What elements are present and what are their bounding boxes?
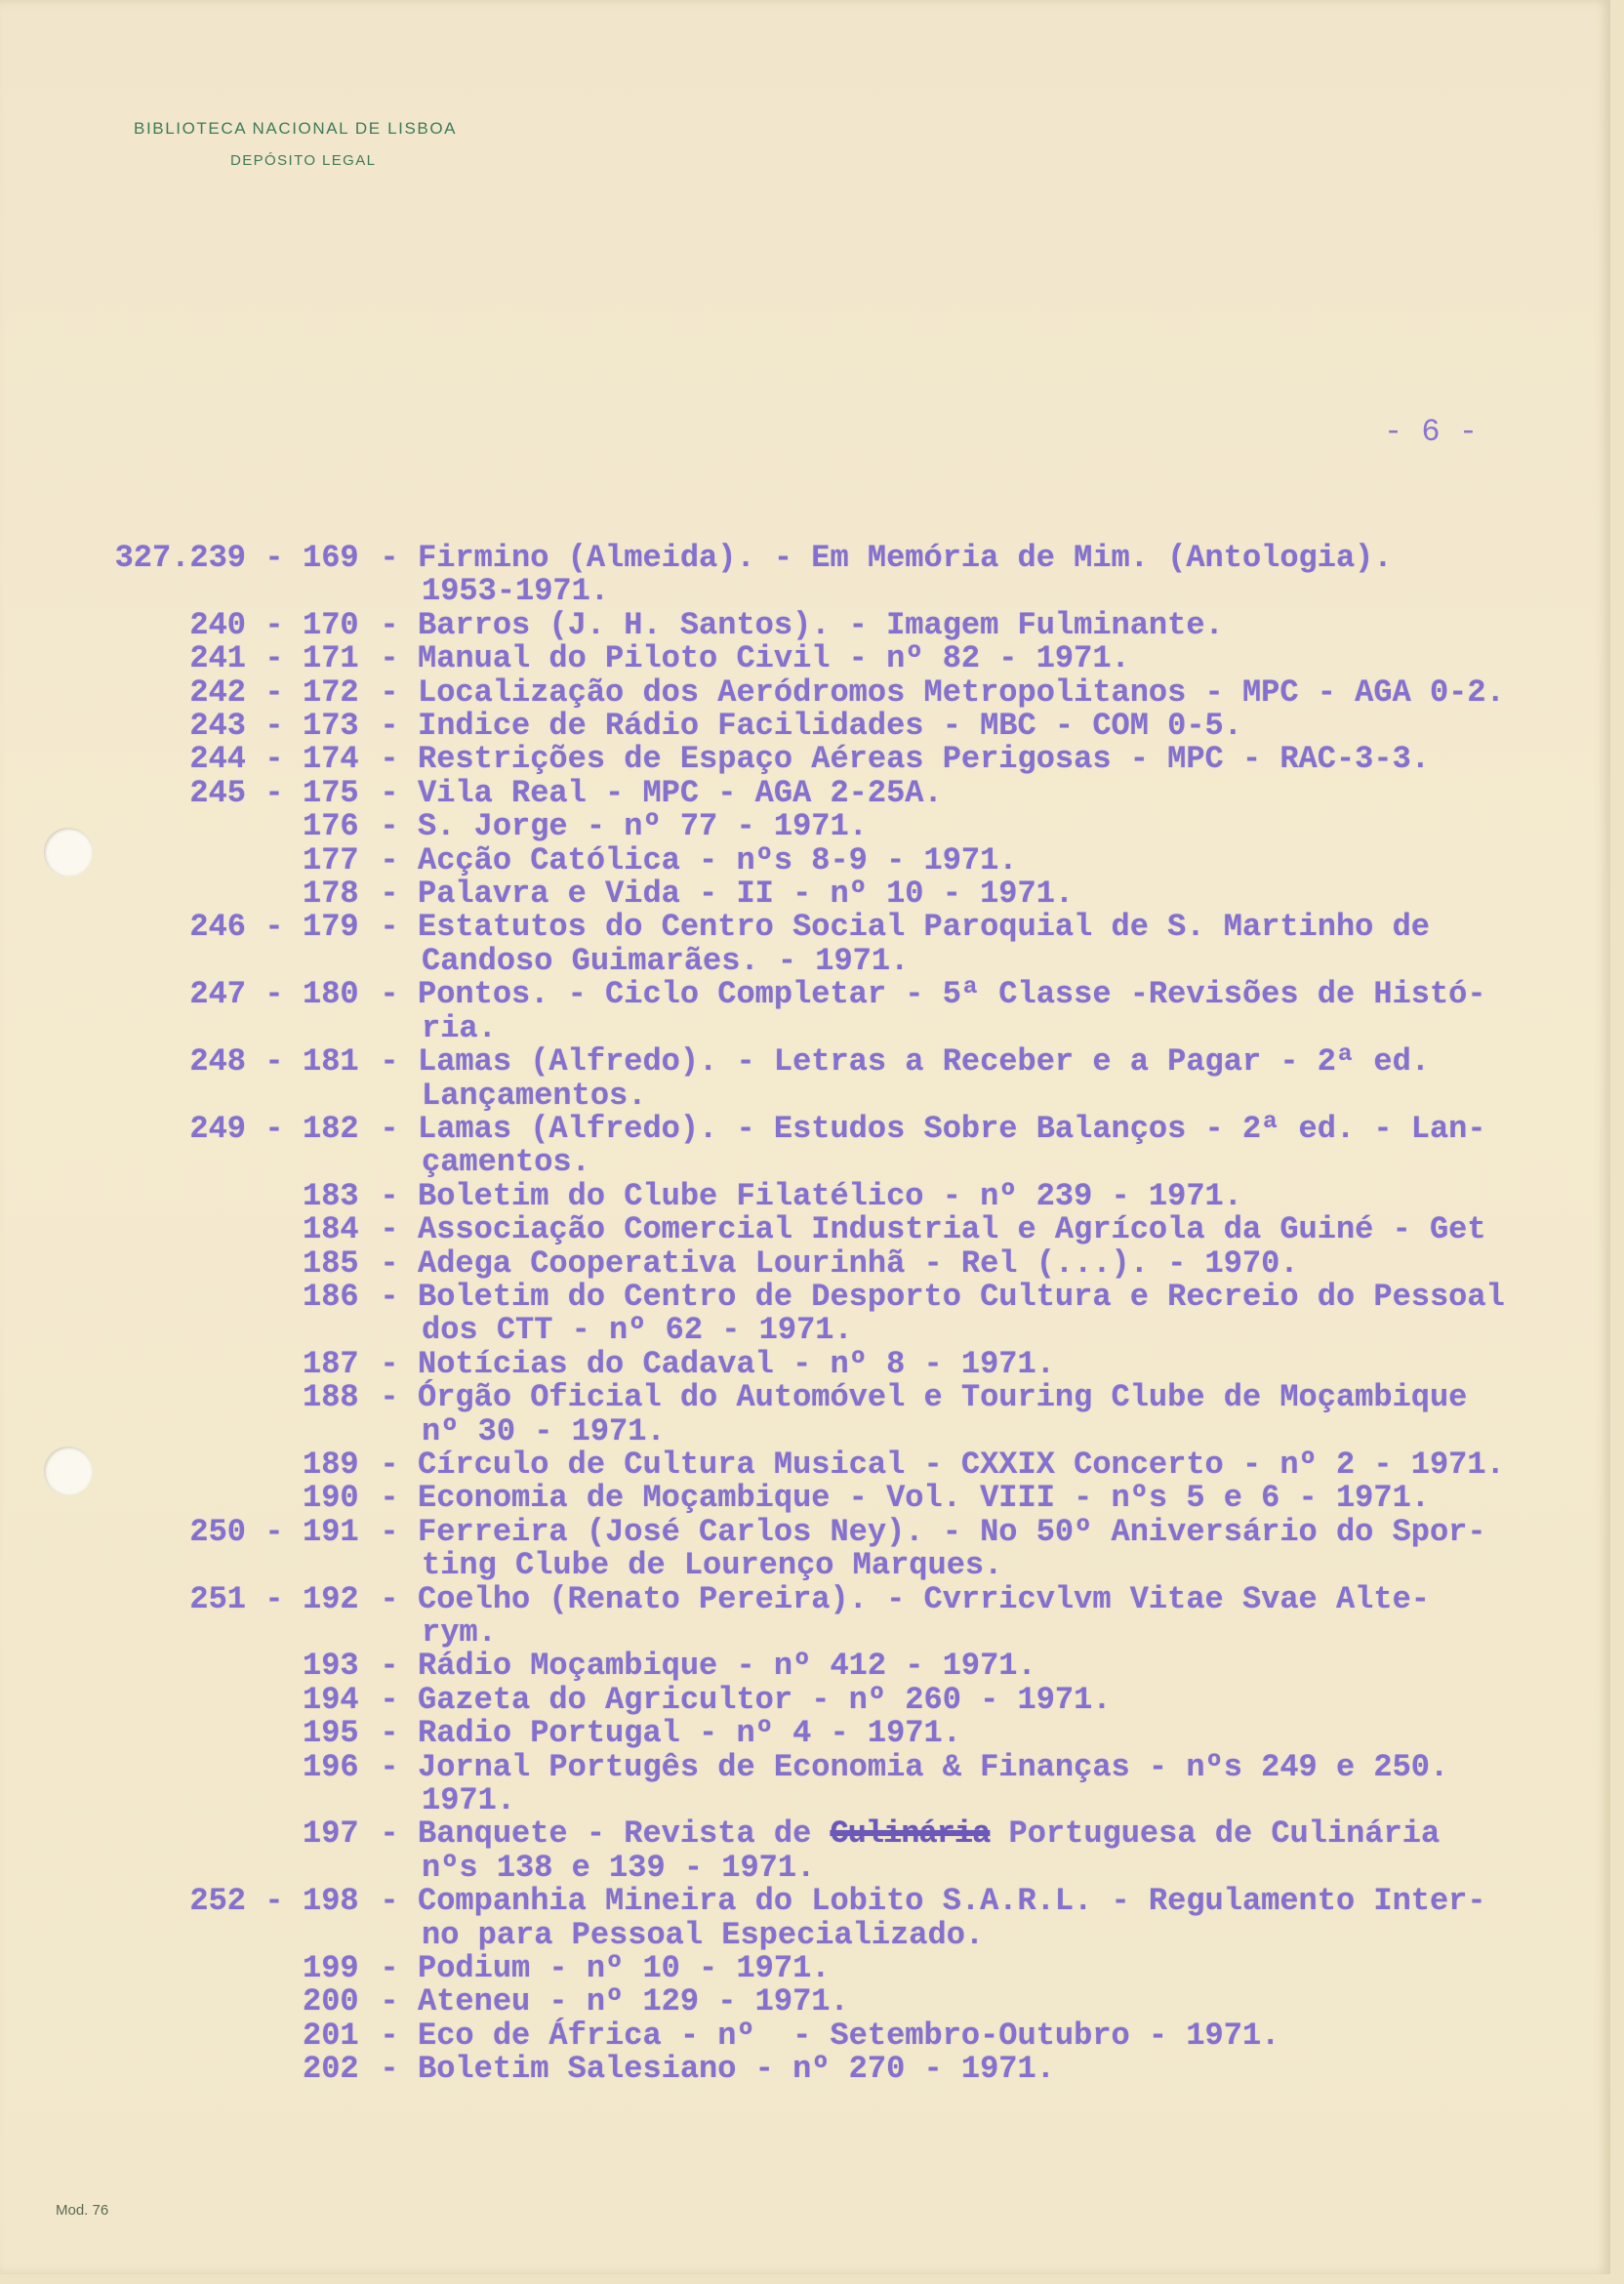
list-entry	[0, 774, 1505, 811]
list-entry	[0, 1213, 1505, 1246]
struck-out-word: Culinária	[830, 1815, 991, 1853]
separator-dash: -	[380, 673, 399, 711]
separator-dash: -	[380, 1446, 399, 1483]
entry-text: Estatutos do Centro Social Paroquial de S. Martinho de	[418, 909, 1430, 946]
separator-dash: -	[380, 876, 399, 913]
entry-text: Acção Católica - nºs 8-9 - 1971.	[418, 841, 1018, 878]
separator-dash	[246, 2053, 303, 2086]
entry-number: 181	[303, 1043, 359, 1081]
entry-continuation-line: 1953-1971.	[422, 573, 610, 610]
registration-number: 248	[189, 1043, 246, 1081]
entry-text: Adega Cooperativa Lourinhã - Rel (...). - 1970.	[418, 1244, 1299, 1282]
page-number: - 6 -	[1384, 414, 1479, 450]
entry-first-line	[0, 1681, 1505, 1718]
entry-text: Rádio Moçambique - nº 412 - 1971.	[418, 1648, 1036, 1685]
entry-number: 190	[303, 1480, 359, 1517]
registration-number	[0, 1650, 246, 1683]
registration-number: 246	[189, 909, 246, 946]
separator-dash: -	[380, 909, 399, 946]
list-entry	[0, 542, 1505, 609]
list-entry	[0, 1748, 1505, 1819]
entry-first-line	[0, 810, 1505, 843]
list-entry	[0, 1448, 1505, 1482]
separator-dash: -	[380, 540, 399, 576]
entry-number: 200	[303, 1983, 359, 2020]
entry-number: 195	[303, 1715, 359, 1752]
separator-dash: -	[380, 1480, 399, 1517]
list-entry	[0, 1580, 1505, 1651]
entry-first-line	[0, 1513, 1505, 1550]
separator-dash: -	[264, 606, 284, 643]
entry-number: 179	[303, 909, 359, 946]
registration-number	[0, 1348, 246, 1381]
registration-number: 252	[189, 1883, 246, 1920]
separator-dash: -	[380, 1883, 399, 1920]
entry-text-segment: Banquete - Revista de	[418, 1815, 831, 1853]
entry-text: Associação Comercial Industrial e Agrícola da Guiné - Get	[418, 1211, 1486, 1248]
entry-number: 201	[303, 2017, 359, 2054]
registration-number	[0, 1448, 246, 1482]
entry-number: 177	[303, 841, 359, 878]
entry-text: Radio Portugal - nº 4 - 1971.	[418, 1715, 961, 1752]
registration-number	[0, 1213, 246, 1246]
list-entry	[0, 841, 1505, 878]
entry-text: Boletim do Centro de Desporto Cultura e Recreio do Pessoal	[418, 1278, 1505, 1315]
entry-continuation-line: Lançamentos.	[422, 1077, 647, 1114]
entry-first-line	[0, 841, 1505, 878]
entry-first-line	[0, 710, 1505, 743]
entry-text: Pontos. - Ciclo Completar - 5ª Classe -Revisões de Histó-	[418, 976, 1486, 1013]
entry-text: Boletim do Clube Filatélico - nº 239 - 1971.	[418, 1177, 1242, 1214]
entry-continuation-line: rym.	[422, 1614, 497, 1651]
entry-first-line	[0, 2019, 1505, 2053]
separator-dash: -	[264, 774, 284, 811]
department-header: DEPÓSITO LEGAL	[230, 152, 377, 169]
entry-first-line	[0, 1213, 1505, 1246]
entry-first-line	[0, 1448, 1505, 1482]
separator-dash: -	[380, 741, 399, 778]
entry-text: Ferreira (José Carlos Ney). - No 50º Aniversário do Spor-	[418, 1513, 1486, 1550]
entry-first-line	[0, 1045, 1505, 1079]
separator-dash: -	[380, 1648, 399, 1685]
entry-first-line	[0, 542, 1505, 575]
separator-dash	[246, 810, 303, 843]
registration-number	[0, 1684, 246, 1717]
entry-continuation-line: ria.	[422, 1009, 497, 1046]
entry-number: 194	[303, 1681, 359, 1718]
entry-text: Notícias do Cadaval - nº 8 - 1971.	[418, 1345, 1055, 1382]
entry-number: 187	[303, 1345, 359, 1382]
entry-number: 196	[303, 1748, 359, 1785]
separator-dash: -	[380, 1983, 399, 2020]
entry-text: S. Jorge - nº 77 - 1971.	[418, 808, 868, 845]
list-entry	[0, 1381, 1505, 1448]
entry-first-line	[0, 911, 1505, 944]
separator-dash: -	[380, 841, 399, 878]
entry-first-line	[0, 877, 1505, 911]
list-entry	[0, 673, 1505, 711]
entry-first-line	[0, 673, 1505, 711]
entry-first-line	[0, 743, 1505, 776]
list-entry	[0, 1244, 1505, 1282]
separator-dash: -	[380, 1244, 399, 1282]
entry-number: 173	[303, 708, 359, 745]
entry-first-line	[0, 1650, 1505, 1683]
entry-text	[418, 1817, 1440, 1851]
separator-dash	[246, 1751, 303, 1784]
separator-dash: -	[264, 640, 284, 677]
separator-dash: -	[380, 1177, 399, 1214]
separator-dash	[246, 1381, 303, 1414]
registration-number	[0, 1381, 246, 1414]
entry-first-line	[0, 1748, 1505, 1785]
entry-text: Órgão Oficial do Automóvel e Touring Clube de Moçambique	[418, 1379, 1468, 1416]
entry-continuation-line: nº 30 - 1971.	[422, 1412, 666, 1449]
list-entry	[0, 1817, 1505, 1885]
entry-continuation-line: 1971.	[422, 1782, 516, 1819]
entry-continuation-line: no para Pessoal Especializado.	[422, 1916, 985, 1953]
entry-number: 202	[303, 2051, 359, 2088]
entry-text: Coelho (Renato Pereira). - Cvrricvlvm Vitae Svae Alte-	[418, 1580, 1430, 1617]
entry-first-line	[0, 2053, 1505, 2086]
deposit-entry-list	[0, 542, 1505, 2087]
entry-first-line	[0, 1817, 1505, 1851]
entry-number: 199	[303, 1950, 359, 1987]
separator-dash: -	[380, 808, 399, 845]
separator-dash	[246, 1717, 303, 1750]
entry-first-line	[0, 1482, 1505, 1515]
separator-dash: -	[264, 1883, 284, 1920]
registration-number	[0, 1817, 246, 1851]
list-entry	[0, 978, 1505, 1045]
registration-number: 249	[189, 1110, 246, 1147]
separator-dash	[246, 1247, 303, 1281]
list-entry	[0, 606, 1505, 643]
separator-dash: -	[380, 1815, 399, 1853]
entry-continuation-line: nºs 138 e 139 - 1971.	[422, 1849, 816, 1886]
entry-number: 198	[303, 1883, 359, 1920]
entry-continuation-line: dos CTT - nº 62 - 1971.	[422, 1312, 853, 1349]
entry-number: 180	[303, 976, 359, 1013]
registration-number	[0, 1281, 246, 1314]
list-entry	[0, 642, 1505, 675]
separator-dash: -	[380, 1748, 399, 1785]
separator-dash: -	[380, 1110, 399, 1147]
registration-number: 242	[189, 673, 246, 711]
entry-number: 184	[303, 1211, 359, 1248]
list-entry	[0, 743, 1505, 776]
entry-number: 188	[303, 1379, 359, 1416]
entry-number: 175	[303, 774, 359, 811]
entry-number: 170	[303, 606, 359, 643]
separator-dash	[246, 1448, 303, 1482]
form-number: Mod. 76	[56, 2202, 109, 2219]
list-entry	[0, 1681, 1505, 1718]
entry-first-line	[0, 1952, 1505, 1985]
entry-text: Indice de Rádio Facilidades - MBC - COM 0-5.	[418, 708, 1242, 745]
separator-dash: -	[264, 673, 284, 711]
entry-text: Firmino (Almeida). - Em Memória de Mim. (Antologia).	[418, 540, 1393, 576]
registration-number	[0, 877, 246, 911]
separator-dash: -	[380, 1379, 399, 1416]
entry-number: 186	[303, 1278, 359, 1315]
separator-dash	[246, 1817, 303, 1851]
entry-first-line	[0, 1580, 1505, 1617]
separator-dash: -	[380, 1580, 399, 1617]
separator-dash: -	[380, 1681, 399, 1718]
list-entry	[0, 1650, 1505, 1683]
registration-number: 245	[189, 774, 246, 811]
separator-dash: -	[264, 909, 284, 946]
registration-number	[0, 1180, 246, 1213]
list-entry	[0, 1278, 1505, 1349]
entry-first-line	[0, 1244, 1505, 1282]
separator-dash: -	[380, 1043, 399, 1081]
separator-dash: -	[380, 1950, 399, 1987]
registration-number	[0, 2019, 246, 2053]
separator-dash: -	[380, 708, 399, 745]
registration-number	[0, 2053, 246, 2086]
registration-number: 250	[189, 1513, 246, 1550]
list-entry	[0, 1513, 1505, 1584]
entry-text: Jornal Portugês de Economia & Finanças - nºs 249 e 250.	[418, 1748, 1449, 1785]
entry-number: 183	[303, 1177, 359, 1214]
entry-text: Lamas (Alfredo). - Estudos Sobre Balanços - 2ª ed. - Lan-	[418, 1110, 1486, 1147]
entry-number: 176	[303, 808, 359, 845]
registration-number	[0, 1482, 246, 1515]
entry-number: 171	[303, 640, 359, 677]
separator-dash: -	[380, 1211, 399, 1248]
entry-text: Companhia Mineira do Lobito S.A.R.L. - Regulamento Inter-	[418, 1883, 1486, 1920]
list-entry	[0, 1952, 1505, 1985]
entry-number: 169	[303, 540, 359, 576]
separator-dash	[246, 1281, 303, 1314]
entry-number: 197	[303, 1815, 359, 1853]
separator-dash	[246, 877, 303, 911]
entry-first-line	[0, 1278, 1505, 1315]
list-entry	[0, 1177, 1505, 1214]
registration-number	[0, 1751, 246, 1784]
separator-dash	[246, 1180, 303, 1213]
separator-dash	[246, 1985, 303, 2019]
registration-number: 244	[189, 741, 246, 778]
registration-number: 243	[189, 708, 246, 745]
entry-number: 182	[303, 1110, 359, 1147]
separator-dash: -	[380, 1513, 399, 1550]
separator-dash: -	[380, 1345, 399, 1382]
separator-dash	[246, 1348, 303, 1381]
entry-first-line	[0, 642, 1505, 675]
entry-number: 192	[303, 1580, 359, 1617]
entry-number: 189	[303, 1446, 359, 1483]
list-entry	[0, 1717, 1505, 1750]
entry-number: 172	[303, 673, 359, 711]
entry-text: Boletim Salesiano - nº 270 - 1971.	[418, 2051, 1055, 2088]
separator-dash: -	[264, 1513, 284, 1550]
entry-text: Vila Real - MPC - AGA 2-25A.	[418, 774, 943, 811]
separator-dash	[246, 1650, 303, 1683]
separator-dash	[246, 844, 303, 877]
separator-dash: -	[380, 606, 399, 643]
entry-text: Restrições de Espaço Aéreas Perigosas - MPC - RAC-3-3.	[418, 741, 1430, 778]
entry-number: 174	[303, 741, 359, 778]
entry-number: 193	[303, 1648, 359, 1685]
entry-text: Manual do Piloto Civil - nº 82 - 1971.	[418, 640, 1130, 677]
entry-text: Eco de África - nº - Setembro-Outubro - 1971.	[418, 2017, 1280, 2054]
entry-first-line	[0, 1177, 1505, 1214]
list-entry	[0, 1345, 1505, 1382]
list-entry	[0, 1482, 1505, 1515]
list-entry	[0, 810, 1505, 843]
registration-number	[0, 1952, 246, 1985]
entry-text: Barros (J. H. Santos). - Imagem Fulminante.	[418, 606, 1224, 643]
registration-number: 240	[189, 606, 246, 643]
entry-text: Ateneu - nº 129 - 1971.	[418, 1983, 849, 2020]
entry-first-line	[0, 606, 1505, 643]
registration-number: 247	[189, 976, 246, 1013]
list-entry	[0, 1985, 1505, 2019]
entry-continuation-line: ting Clube de Lourenço Marques.	[422, 1547, 1003, 1584]
list-entry	[0, 710, 1505, 743]
separator-dash	[246, 2019, 303, 2053]
registration-number: 327.239	[114, 540, 246, 576]
entry-first-line	[0, 1345, 1505, 1382]
entry-text: Localização dos Aeródromos Metropolitanos - MPC - AGA 0-2.	[418, 673, 1505, 711]
separator-dash: -	[264, 1110, 284, 1147]
separator-dash: -	[380, 2017, 399, 2054]
entry-text: Podium - nº 10 - 1971.	[418, 1950, 831, 1987]
entry-text: Lamas (Alfredo). - Letras a Receber e a Pagar - 2ª ed.	[418, 1043, 1430, 1081]
registration-number	[0, 1985, 246, 2019]
separator-dash: -	[380, 1715, 399, 1752]
separator-dash: -	[264, 540, 284, 576]
entry-continuation-line: Candoso Guimarães. - 1971.	[422, 942, 910, 979]
entry-text: Círculo de Cultura Musical - CXXIX Concerto - nº 2 - 1971.	[418, 1446, 1505, 1483]
list-entry	[0, 2019, 1505, 2053]
registration-number: 251	[189, 1580, 246, 1617]
registration-number: 241	[189, 640, 246, 677]
entry-continuation-line: çamentos.	[422, 1144, 590, 1181]
entry-text: Palavra e Vida - II - nº 10 - 1971.	[418, 876, 1075, 913]
entry-number: 185	[303, 1244, 359, 1282]
registration-number	[0, 1717, 246, 1750]
separator-dash: -	[380, 1278, 399, 1315]
separator-dash: -	[264, 1043, 284, 1081]
registration-number	[0, 844, 246, 877]
separator-dash	[246, 1482, 303, 1515]
separator-dash: -	[380, 976, 399, 1013]
separator-dash: -	[380, 2051, 399, 2088]
list-entry	[0, 877, 1505, 911]
separator-dash: -	[380, 640, 399, 677]
separator-dash: -	[264, 976, 284, 1013]
registration-number	[0, 810, 246, 843]
entry-text: Gazeta do Agricultor - nº 260 - 1971.	[418, 1681, 1112, 1718]
entry-number: 178	[303, 876, 359, 913]
entry-first-line	[0, 774, 1505, 811]
separator-dash: -	[264, 708, 284, 745]
entry-first-line	[0, 1985, 1505, 2019]
separator-dash: -	[264, 1580, 284, 1617]
separator-dash	[246, 1213, 303, 1246]
list-entry	[0, 911, 1505, 978]
separator-dash	[246, 1952, 303, 1985]
list-entry	[0, 1885, 1505, 1952]
separator-dash: -	[264, 741, 284, 778]
registration-number	[0, 1247, 246, 1281]
entry-text: Economia de Moçambique - Vol. VIII - nºs 5 e 6 - 1971.	[418, 1480, 1430, 1517]
entry-number: 191	[303, 1513, 359, 1550]
list-entry	[0, 1110, 1505, 1181]
entry-first-line	[0, 1381, 1505, 1414]
separator-dash: -	[380, 774, 399, 811]
entry-first-line	[0, 978, 1505, 1011]
list-entry	[0, 1045, 1505, 1113]
entry-first-line	[0, 1110, 1505, 1147]
institution-header: BIBLIOTECA NACIONAL DE LISBOA	[134, 119, 458, 138]
separator-dash	[246, 1684, 303, 1717]
entry-text-segment: Portuguesa de Culinária	[990, 1815, 1441, 1853]
list-entry	[0, 2053, 1505, 2086]
entry-first-line	[0, 1885, 1505, 1918]
entry-first-line	[0, 1717, 1505, 1750]
